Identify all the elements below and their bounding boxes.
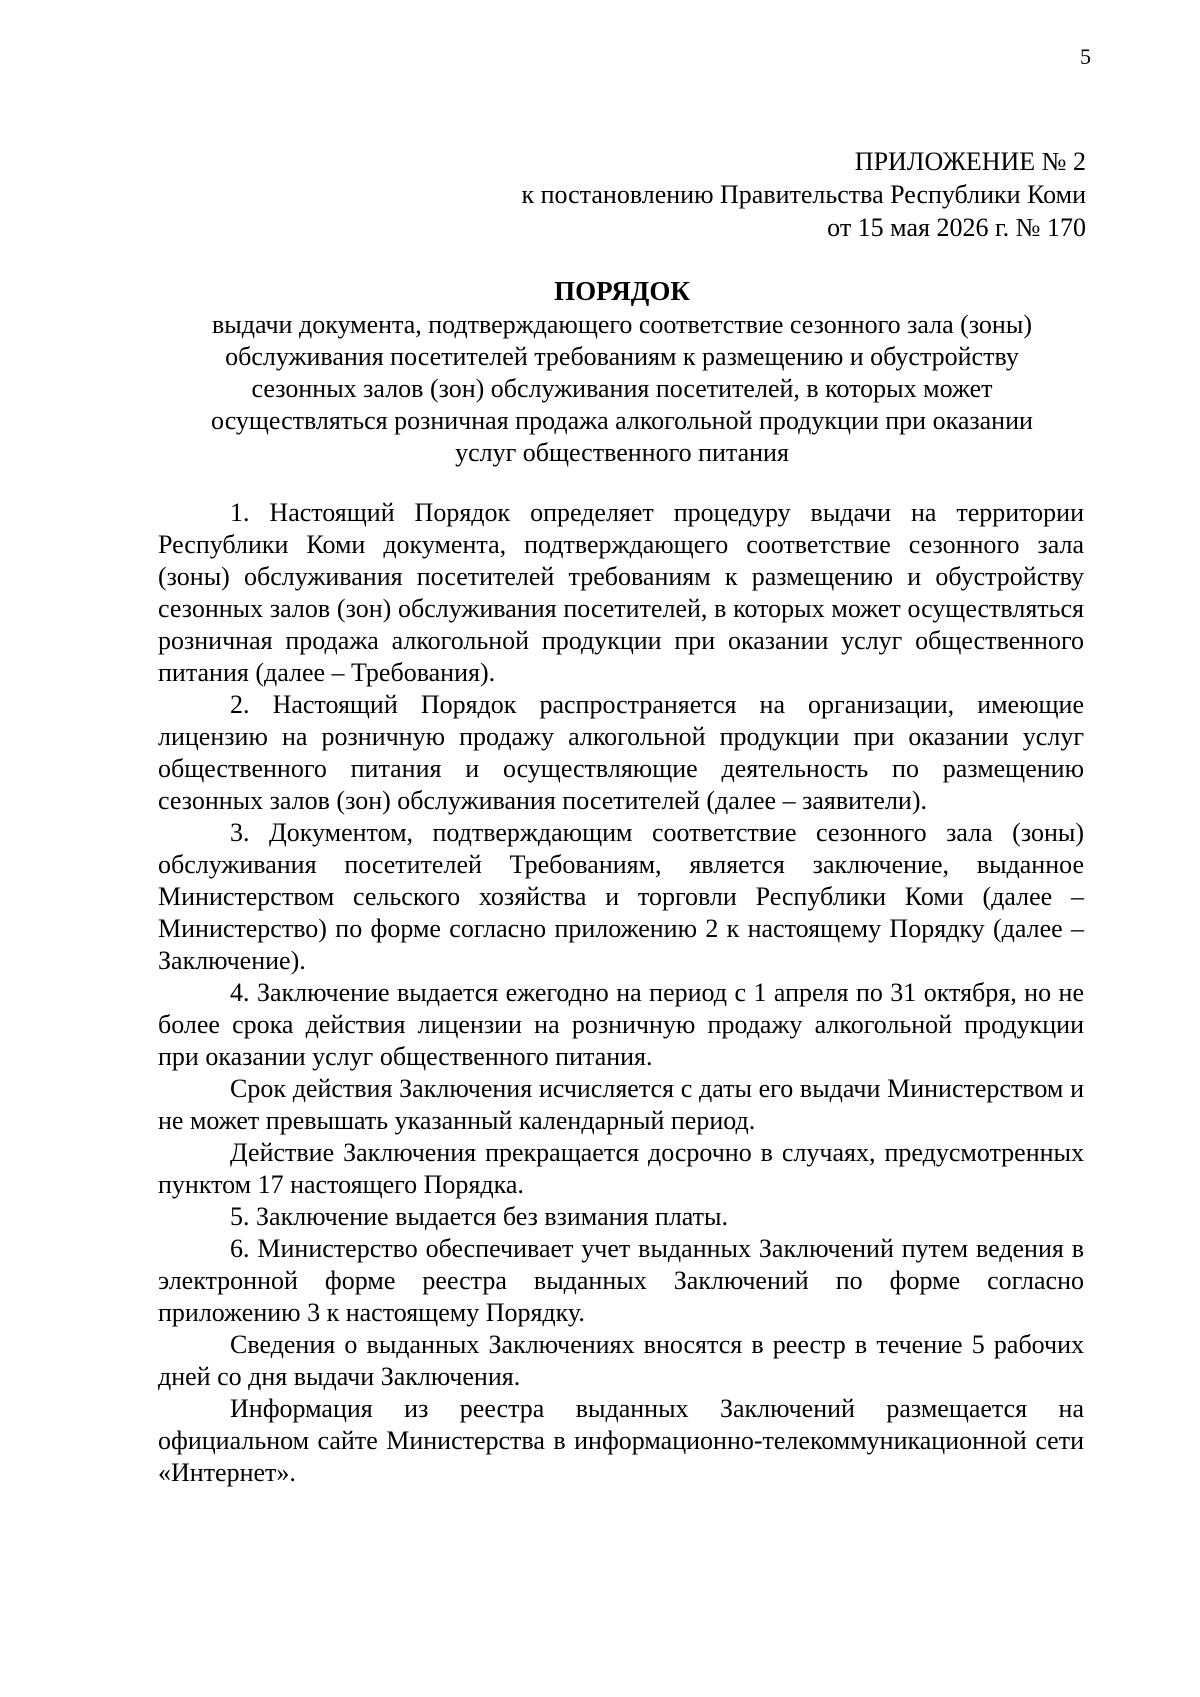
document-subtitle — [158, 309, 1086, 469]
subtitle-line: обслуживания посетителей требованиям к размещению и обустройству — [225, 342, 1019, 371]
paragraph-3: 3. Документом, подтверждающим соответствие сезонного зала (зоны) обслуживания посетителей Требованиям, является заключение, выданное Министерством сельского хозяйства и торговли Республики Коми (далее – Министерство) по форме согласно приложению 2 к настоящему Порядку (далее – Заключение). — [158, 818, 1084, 975]
appendix-header — [286, 145, 1086, 244]
document-title-block — [158, 273, 1086, 469]
paragraph-4-term: Срок действия Заключения исчисляется с даты его выдачи Министерством и не может превышать указанный календарный период. — [158, 1074, 1084, 1135]
page-number: 5 — [1080, 44, 1091, 69]
subtitle-line: услуг общественного питания — [455, 438, 789, 467]
document-title: ПОРЯДОК — [554, 276, 690, 306]
subtitle-line: сезонных залов (зон) обслуживания посетителей, в которых может — [251, 374, 993, 403]
paragraph-4: 4. Заключение выдается ежегодно на период с 1 апреля по 31 октября, но не более срока действия лицензии на розничную продажу алкогольной продукции при оказании услуг общественного питания. — [158, 978, 1084, 1071]
appendix-reference: к постановлению Правительства Республики Коми — [521, 180, 1086, 209]
subtitle-line: осуществляться розничная продажа алкогольной продукции при оказании — [211, 406, 1033, 435]
paragraph-6-registry: Сведения о выданных Заключениях вносятся в реестр в течение 5 рабочих дней со дня выдачи Заключения. — [158, 1330, 1084, 1391]
paragraph-5: 5. Заключение выдается без взимания платы. — [230, 1202, 728, 1231]
paragraph-4-termination: Действие Заключения прекращается досрочно в случаях, предусмотренных пунктом 17 настоящего Порядка. — [158, 1138, 1084, 1199]
appendix-date: от 15 мая 2026 г. № 170 — [827, 213, 1086, 242]
paragraph-1: 1. Настоящий Порядок определяет процедуру выдачи на территории Республики Коми документа, подтверждающего соответствие сезонного зала (зоны) обслуживания посетителей требованиям к размещению и обустройству сезонных залов (зон) обслуживания посетителей, в которых может осуществляться розничная продажа алкогольной продукции при оказании услуг общественного питания (далее – Требования). — [158, 498, 1084, 687]
paragraph-2: 2. Настоящий Порядок распространяется на организации, имеющие лицензию на розничную продажу алкогольной продукции при оказании услуг общественного питания и осуществляющие деятельность по размещению сезонных залов (зон) обслуживания посетителей (далее – заявители). — [158, 690, 1084, 815]
paragraph-6: 6. Министерство обеспечивает учет выданных Заключений путем ведения в электронной форме реестра выданных Заключений по форме согласно приложению 3 к настоящему Порядку. — [158, 1234, 1084, 1327]
paragraph-6-publication: Информация из реестра выданных Заключений размещается на официальном сайте Министерства в информационно-телекоммуникационной сети «Интернет». — [158, 1394, 1084, 1487]
document-body — [158, 497, 1084, 1489]
subtitle-line: выдачи документа, подтверждающего соответствие сезонного зала (зоны) — [212, 310, 1032, 339]
appendix-label: ПРИЛОЖЕНИЕ № 2 — [854, 147, 1086, 176]
